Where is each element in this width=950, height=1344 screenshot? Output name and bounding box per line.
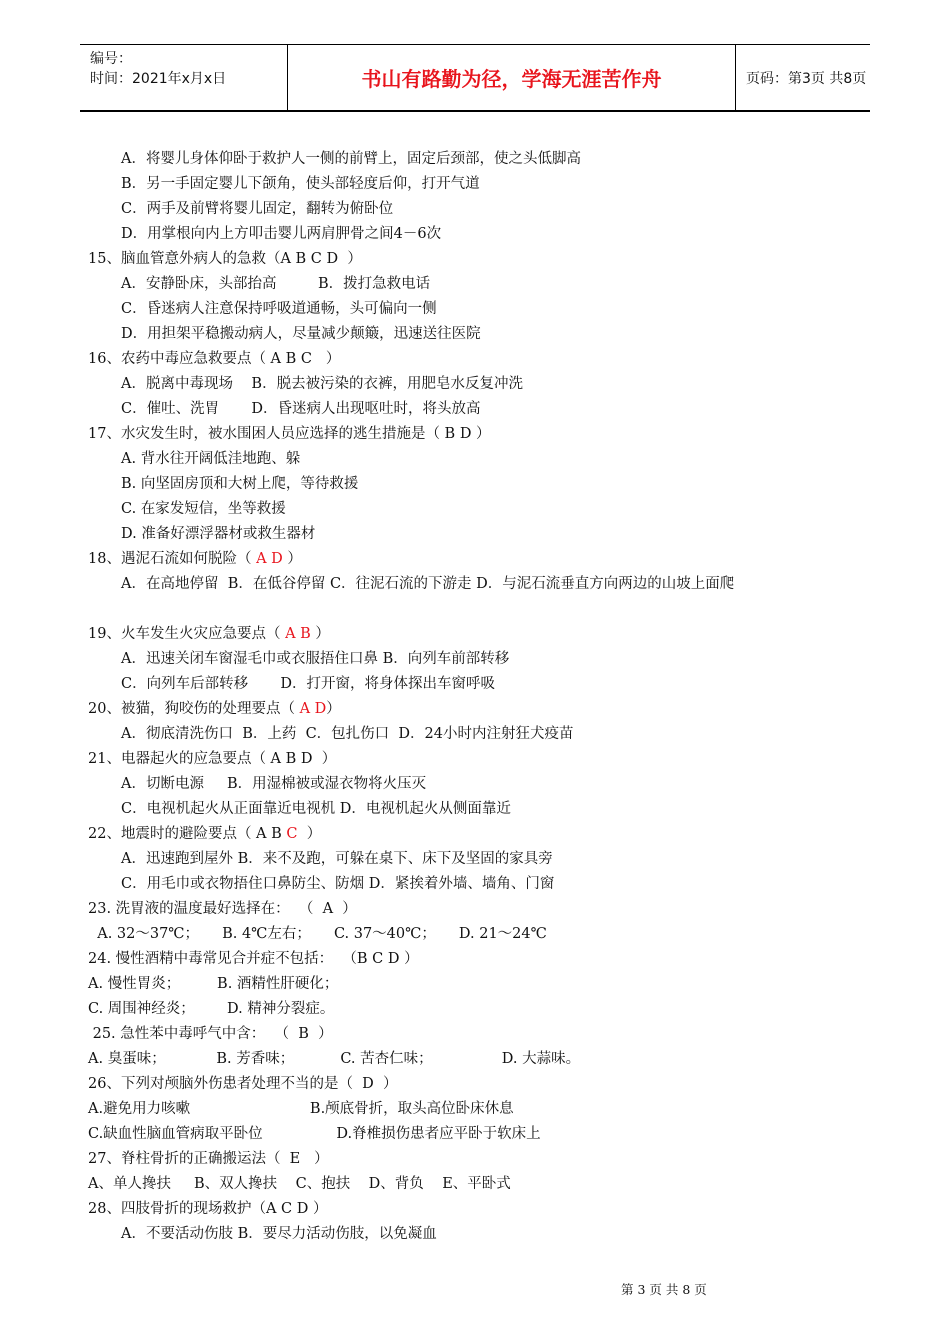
text-line — [88, 622, 878, 647]
line-text-suffix: ） — [310, 626, 330, 642]
text-line — [88, 172, 878, 197]
line-text: A.避免用力咳嗽 B.颅底骨折，取头高位卧床休息 — [88, 1101, 514, 1117]
line-text: A．切断电源 B．用湿棉被或湿衣物将火压灭 — [121, 776, 427, 792]
line-text: A．安静卧床，头部抬高 B．拨打急救电话 — [121, 276, 431, 292]
line-text: A、单人搀扶 B、双人搀扶 C、抱扶 D、背负 E、平卧式 — [88, 1176, 511, 1192]
line-text: C．电视机起火从正面靠近电视机 D．电视机起火从侧面靠近 — [121, 801, 511, 817]
line-text: C．用毛巾或衣物捂住口鼻防尘、防烟 D．紧挨着外墙、墙角、门窗 — [121, 876, 555, 892]
text-line — [88, 847, 878, 872]
line-text: 17、水灾发生时，被水围困人员应选择的逃生措施是（ B D ） — [88, 426, 491, 442]
line-text: C. 周围神经炎； D. 精神分裂症。 — [88, 1001, 335, 1017]
text-line — [88, 922, 878, 947]
text-line — [88, 1122, 878, 1147]
text-line — [88, 1022, 878, 1047]
line-text: C．昏迷病人注意保持呼吸道通畅，头可偏向一侧 — [121, 301, 437, 317]
line-text: 23. 洗胃液的温度最好选择在： （ A ） — [88, 901, 357, 917]
line-text-suffix: ） — [326, 701, 341, 717]
line-text: A. 臭蛋味； B. 芳香味； C. 苦杏仁味； D. 大蒜味。 — [88, 1051, 581, 1067]
line-text: 24. 慢性酒精中毒常见合并症不包括： （B C D ） — [88, 951, 419, 967]
line-text: A. 背水往开阔低洼地跑、躲 — [121, 451, 301, 467]
line-text: 15、脑血管意外病人的急救（A B C D ） — [88, 251, 362, 267]
text-line — [88, 672, 878, 697]
text-line — [88, 1172, 878, 1197]
line-text: C．两手及前臂将婴儿固定，翻转为俯卧位 — [121, 201, 394, 217]
line-text: A．迅速跑到屋外 B．来不及跑，可躲在桌下、床下及坚固的家具旁 — [121, 851, 553, 867]
document-date: 时间：2021年x月x日 — [90, 71, 227, 87]
line-text: C．向列车后部转移 D．打开窗，将身体探出车窗呼吸 — [121, 676, 495, 692]
text-line — [88, 1197, 878, 1222]
text-line — [88, 222, 878, 247]
text-line — [88, 747, 878, 772]
line-text: 22、地震时的避险要点（ A B — [88, 826, 287, 842]
text-line — [88, 497, 878, 522]
document-body — [88, 147, 878, 1247]
line-text: A．彻底清洗伤口 B．上药 C．包扎伤口 D．24小时内注射狂犬疫苗 — [121, 726, 574, 742]
line-text: D. 准备好漂浮器材或救生器材 — [121, 526, 316, 542]
line-text: A．在高地停留 B．在低谷停留 C．往泥石流的下游走 D．与泥石流垂直方向两边的山坡上面爬 — [121, 576, 735, 592]
text-line — [88, 572, 878, 597]
line-text: 26、下列对颅脑外伤患者处理不当的是（ D ） — [88, 1076, 398, 1092]
line-text: C．催吐、洗胃 D．昏迷病人出现呕吐时，将头放高 — [121, 401, 481, 417]
line-text: 19、火车发生火灾应急要点（ — [88, 626, 286, 642]
text-line — [88, 897, 878, 922]
text-line — [88, 1097, 878, 1122]
text-line — [88, 372, 878, 397]
document-number-label: 编号： — [90, 51, 132, 67]
line-text: D．用掌根向内上方叩击婴儿两肩胛骨之间4－6次 — [121, 226, 442, 242]
text-line — [88, 297, 878, 322]
line-text: B．另一手固定婴儿下颌角，使头部轻度后仰，打开气道 — [121, 176, 480, 192]
text-line — [88, 547, 878, 572]
text-line — [88, 772, 878, 797]
text-line — [88, 447, 878, 472]
text-line — [88, 272, 878, 297]
text-line — [88, 872, 878, 897]
text-line — [88, 997, 878, 1022]
text-line — [88, 522, 878, 547]
text-line — [88, 422, 878, 447]
text-line — [88, 597, 878, 622]
answer-highlight: C — [286, 826, 298, 842]
line-text: 27、脊柱骨折的正确搬运法（ E ） — [88, 1151, 329, 1167]
line-text: 28、四肢骨折的现场救护（A C D ） — [88, 1201, 328, 1217]
text-line — [88, 347, 878, 372]
line-text: A．不要活动伤肢 B．要尽力活动伤肢，以免凝血 — [121, 1226, 437, 1242]
header-motto: 书山有路勤为径，学海无涯苦作舟 — [288, 45, 736, 110]
text-line — [88, 972, 878, 997]
line-text: C.缺血性脑血管病取平卧位 D.脊椎损伤患者应平卧于软床上 — [88, 1126, 541, 1142]
answer-highlight: A B — [285, 626, 311, 642]
text-line — [88, 647, 878, 672]
line-text: A. 慢性胃炎； B. 酒精性肝硬化； — [88, 976, 339, 992]
text-line — [88, 797, 878, 822]
line-text: C. 在家发短信，坐等救援 — [121, 501, 286, 517]
text-line — [88, 197, 878, 222]
line-text-suffix: ） — [282, 551, 302, 567]
line-text: A. 32～37℃； B. 4℃左右； C. 37～40℃； D. 21～24℃ — [88, 926, 547, 942]
line-text-suffix: ） — [297, 826, 322, 842]
text-line — [88, 1222, 878, 1247]
header-meta — [80, 45, 288, 110]
line-text: A．脱离中毒现场 B．脱去被污染的衣裤，用肥皂水反复冲洗 — [121, 376, 524, 392]
text-line — [88, 1072, 878, 1097]
line-text: A．迅速关闭车窗湿毛巾或衣服捂住口鼻 B．向列车前部转移 — [121, 651, 510, 667]
text-line — [88, 397, 878, 422]
line-text: D．用担架平稳搬动病人，尽量减少颠簸，迅速送往医院 — [121, 326, 481, 342]
line-text: B. 向坚固房顶和大树上爬，等待救援 — [121, 476, 359, 492]
text-line — [88, 722, 878, 747]
text-line — [88, 947, 878, 972]
text-line — [88, 322, 878, 347]
text-line — [88, 822, 878, 847]
line-text: 21、电器起火的应急要点（ A B D ） — [88, 751, 337, 767]
line-text: A．将婴儿身体仰卧于救护人一侧的前臂上，固定后颈部，使之头低脚高 — [121, 151, 581, 167]
header-page-info: 页码：第3页 共8页 — [746, 70, 867, 87]
text-line — [88, 697, 878, 722]
text-line — [88, 147, 878, 172]
page-header — [80, 44, 870, 112]
text-line — [88, 1047, 878, 1072]
text-line — [88, 472, 878, 497]
text-line — [88, 1147, 878, 1172]
answer-highlight: A D — [299, 701, 327, 717]
text-line — [88, 247, 878, 272]
page-footer: 第 3 页 共 8 页 — [621, 1282, 707, 1297]
line-text: 25. 急性苯中毒呼气中含： （ B ） — [88, 1026, 333, 1042]
line-text: 16、农药中毒应急救要点（ A B C ） — [88, 351, 341, 367]
line-text: 20、被猫，狗咬伤的处理要点（ — [88, 701, 300, 717]
answer-highlight: A D — [256, 551, 283, 567]
line-text: 18、遇泥石流如何脱险（ — [88, 551, 257, 567]
